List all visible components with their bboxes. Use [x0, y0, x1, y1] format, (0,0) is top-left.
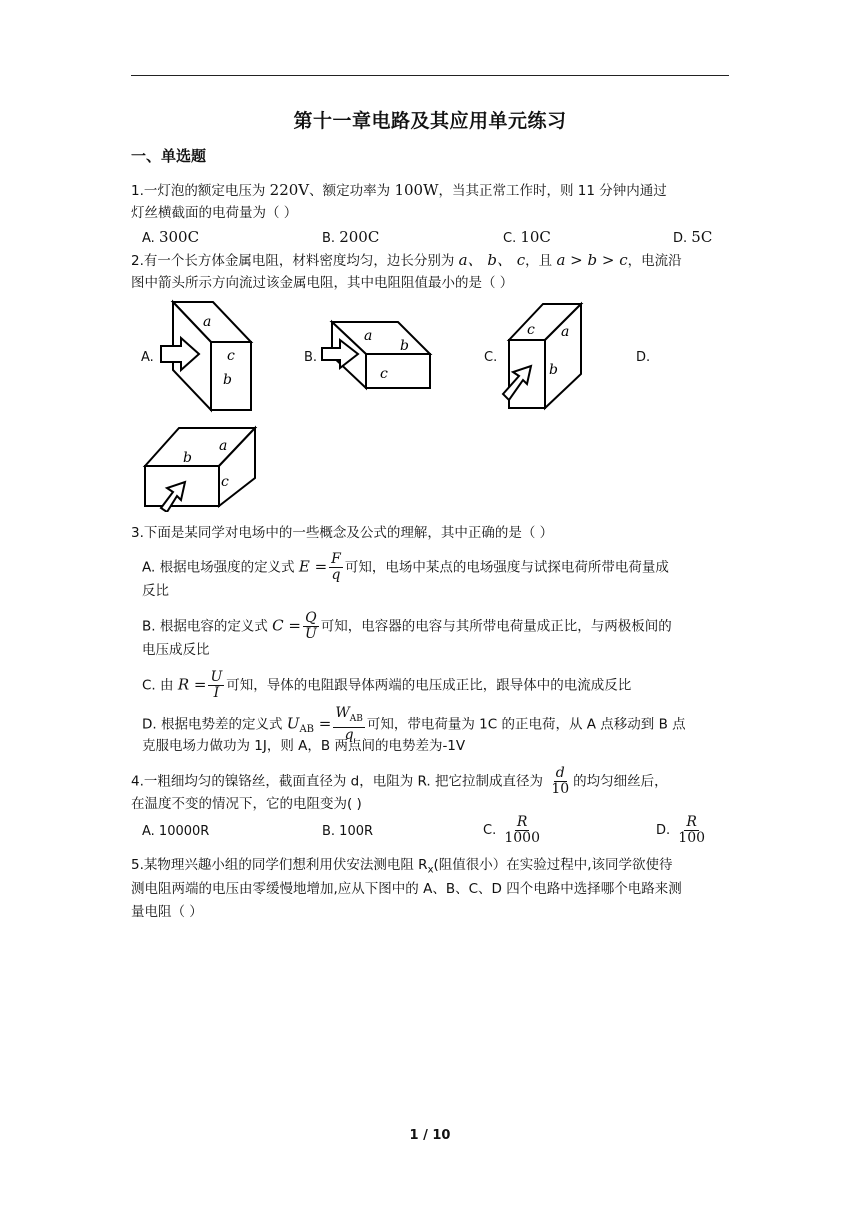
q2-line2: 图中箭头所示方向流过该金属电阻，其中电阻阻值最小的是（ ） — [131, 275, 514, 291]
svg-text:a: a — [364, 328, 373, 344]
q2-figure-a — [155, 298, 265, 418]
q1-option-b: B. 200C — [322, 228, 380, 246]
svg-text:a: a — [561, 324, 570, 340]
q5-line2: 测电阻两端的电压由零缓慢地增加,应从下图中的 A、B、C、D 四个电路中选择哪个电路来测 — [131, 881, 682, 897]
svg-text:c: c — [380, 366, 388, 382]
q2-option-c-label: C. — [484, 350, 498, 365]
q2-figure-b — [318, 318, 440, 394]
svg-text:a: a — [203, 314, 212, 330]
q2-relation: a > b > c — [556, 251, 628, 269]
q4-option-c: C. $\frac{R}{1000}$ — [483, 814, 540, 846]
q3-option-a-line1: A. 根据电场强度的定义式 E = $\frac{F}{q}$ 可知，电场中某点的电场强度与试探电荷所带电荷量成 — [142, 551, 669, 583]
q2-option-d-label: D. — [636, 350, 651, 365]
q2-option-a-label: A. — [141, 350, 154, 365]
q4-option-d: D. $\frac{R}{100}$ — [656, 814, 706, 846]
page-number: 1 / 10 — [409, 1128, 451, 1143]
q4-option-b: B. 100R — [322, 824, 374, 839]
q2-figure-d — [139, 422, 261, 512]
q4-option-a: A. 10000R — [142, 824, 210, 839]
svg-text:c: c — [221, 474, 229, 490]
q3-option-b-line1: B. 根据电容的定义式 C = $\frac{Q}{U}$ 可知，电容器的电容与其所带电荷量成正比，与两极板间的 — [142, 610, 672, 642]
q3-option-d-line1: D. 根据电势差的定义式 $U_{AB}$ = $\frac{W_{AB}}{q}$ 可知，带电荷量为 1C 的正电荷，从 A 点移动到 B 点 — [142, 705, 686, 743]
section-heading: 一、单选题 — [131, 147, 207, 165]
q3-option-d-line2: 克服电场力做功为 1J，则 A，B 两点间的电势差为-1V — [142, 738, 466, 754]
q3-option-b-line2: 电压成反比 — [142, 642, 210, 658]
q5-line1: 5.某物理兴趣小组的同学们想利用伏安法测电阻 $R_x$(阻值很小）在实验过程中,该同学欲使待 — [131, 857, 673, 876]
q1-option-a: A. 300C — [142, 228, 200, 246]
q2-figure-c — [497, 298, 587, 414]
q3-option-c: C. 由 R = $\frac{U}{I}$ 可知，导体的电阻跟导体两端的电压成正比，跟导体中的电流成反比 — [142, 669, 632, 701]
q1-option-c: C. 10C — [503, 228, 551, 246]
svg-text:a: a — [219, 438, 228, 454]
q5-line3: 量电阻（ ） — [131, 904, 203, 920]
svg-text:b: b — [183, 450, 192, 466]
page-title: 第十一章电路及其应用单元练习 — [293, 110, 567, 132]
q2-sides: a、 b、 c — [458, 251, 526, 269]
q1-line2: 灯丝横截面的电荷量为（ ） — [131, 205, 298, 221]
svg-text:c: c — [227, 348, 235, 364]
q4-line2: 在温度不变的情况下，它的电阻变为( ) — [131, 796, 362, 812]
q1-power: 100W — [394, 181, 439, 199]
header-rule — [131, 75, 729, 76]
q2-option-b-label: B. — [304, 350, 318, 365]
q3-stem: 3.下面是某同学对电场中的一些概念及公式的理解，其中正确的是（ ） — [131, 525, 554, 541]
svg-text:b: b — [400, 338, 409, 354]
q1-line1: 1.一灯泡的额定电压为 220V、额定功率为 100W，当其正常工作时，则 11 分钟内通过 — [131, 181, 667, 199]
q1-option-d: D. 5C — [673, 228, 713, 246]
q3-option-a-line2: 反比 — [142, 583, 169, 599]
q2-line1: 2.有一个长方体金属电阻，材料密度均匀，边长分别为 a、 b、 c，且 a > b > c，电流沿 — [131, 251, 682, 269]
svg-text:b: b — [549, 362, 558, 378]
q1-voltage: 220V — [269, 181, 310, 199]
svg-text:c: c — [527, 322, 535, 338]
q4-line1: 4.一粗细均匀的镍铬丝，截面直径为 d，电阻为 R. 把它拉制成直径为 $\frac{d}{10}$ 的均匀细丝后， — [131, 765, 668, 797]
svg-text:b: b — [223, 372, 232, 388]
